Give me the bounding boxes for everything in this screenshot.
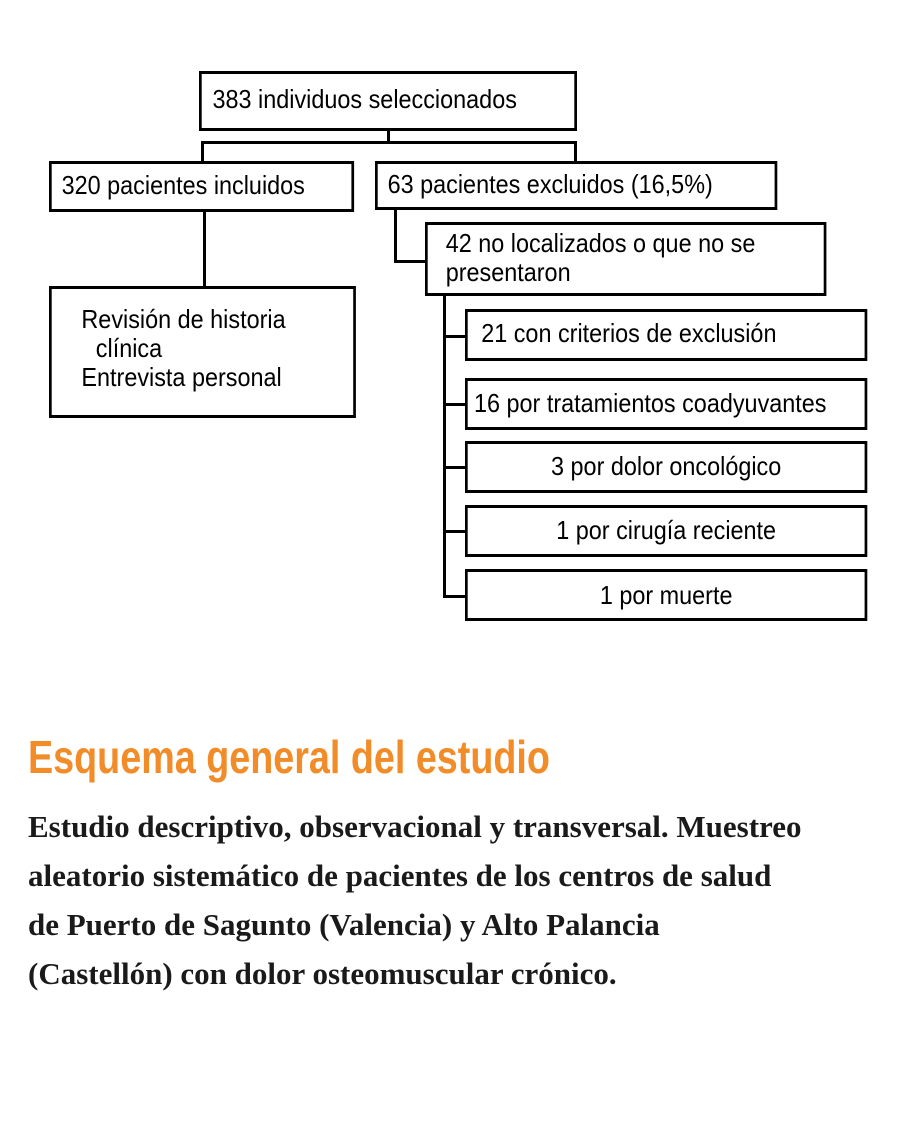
included-box xyxy=(49,161,354,212)
root-label: 383 individuos seleccionados xyxy=(212,84,517,114)
reason-label-surgery: 1 por cirugía reciente xyxy=(556,515,777,545)
excluded-box xyxy=(375,161,777,210)
connector-excluded-vertical xyxy=(394,208,397,262)
review-line-1: Revisión de historia xyxy=(81,304,286,334)
reason-label-death: 1 por muerte xyxy=(599,580,733,610)
review-box xyxy=(49,286,356,418)
root-box xyxy=(199,71,577,131)
caption-title: Esquema general del estudio xyxy=(28,731,550,783)
connector-to-excluded xyxy=(574,141,577,163)
reason-box-adjuvant xyxy=(465,378,867,430)
connector-to-included xyxy=(201,141,204,163)
review-line-2: clínica xyxy=(95,333,163,363)
caption-line-2: aleatorio sistemático de pacientes de los centros de salud xyxy=(28,858,772,893)
caption-line-4: (Castellón) con dolor osteomuscular crónico. xyxy=(28,956,617,991)
caption-body xyxy=(28,802,898,998)
reason-box-death xyxy=(465,569,867,621)
not-located-line-1: 42 no localizados o que no se xyxy=(445,228,756,258)
figure-caption xyxy=(28,730,898,998)
connector-excluded-horizontal xyxy=(394,260,428,263)
not-located-box xyxy=(425,222,826,296)
connector-reasons-vertical xyxy=(443,294,446,598)
caption-line-1: Estudio descriptivo, observacional y transversal. Muestreo xyxy=(28,809,802,844)
reason-label-oncologic: 3 por dolor oncológico xyxy=(551,451,782,481)
reason-box-oncologic xyxy=(465,441,867,493)
reason-label-criteria: 21 con criterios de exclusión xyxy=(481,318,777,348)
connector-horizontal-split xyxy=(201,141,577,144)
caption-line-3: de Puerto de Sagunto (Valencia) y Alto Palancia xyxy=(28,907,660,942)
reason-box-criteria xyxy=(465,309,867,361)
excluded-label: 63 pacientes excluidos (16,5%) xyxy=(387,169,713,199)
review-line-3: Entrevista personal xyxy=(81,362,282,392)
included-label: 320 pacientes incluidos xyxy=(61,170,305,200)
connector-included-to-review xyxy=(203,210,206,288)
reason-label-adjuvant: 16 por tratamientos coadyuvantes xyxy=(474,388,827,418)
not-located-line-2: presentaron xyxy=(445,257,571,287)
reason-box-surgery xyxy=(465,505,867,557)
